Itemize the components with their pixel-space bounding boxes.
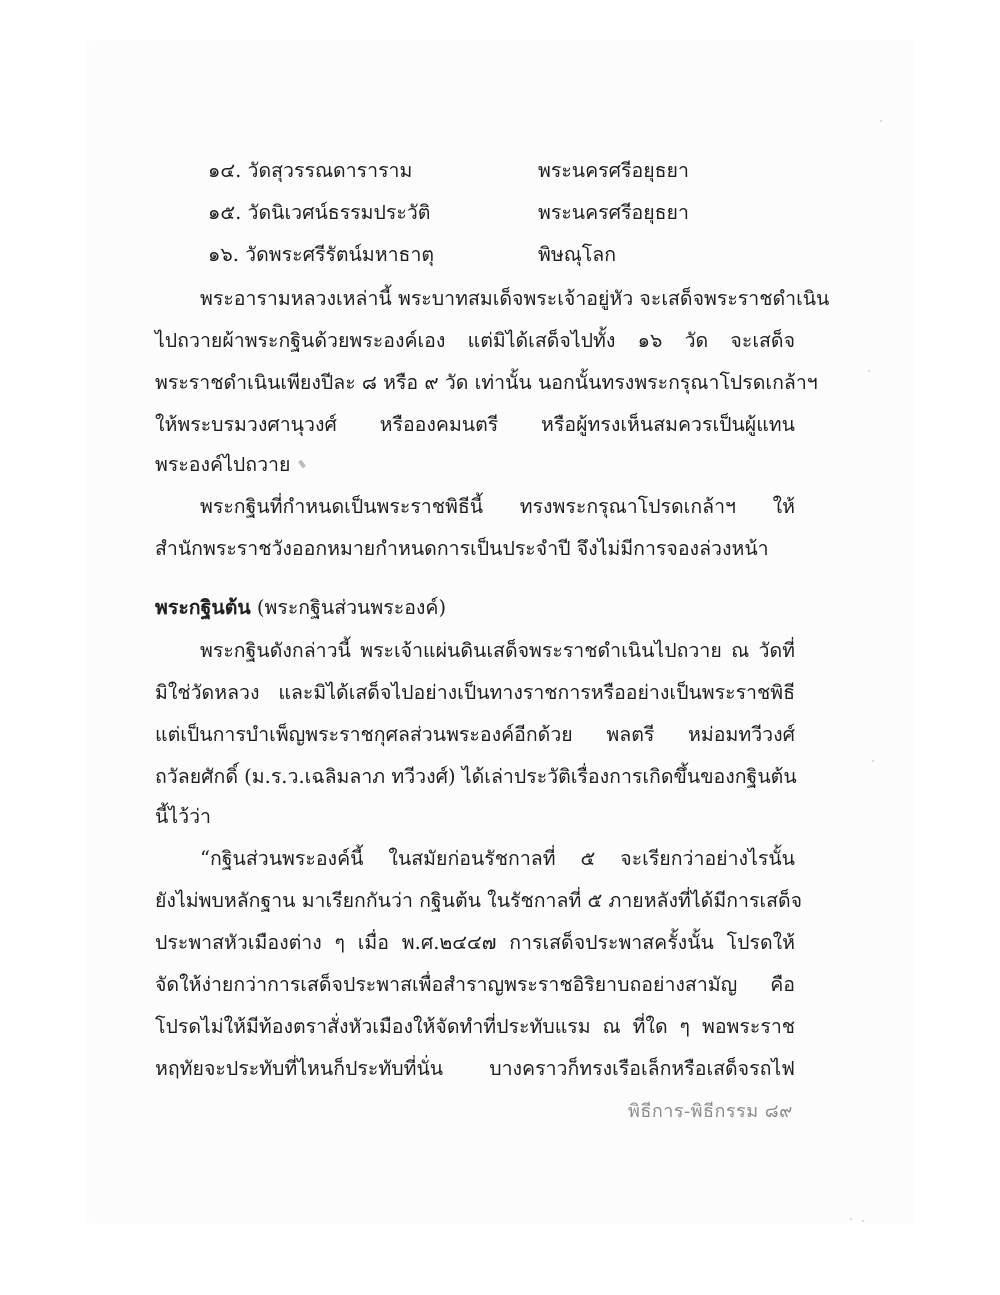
scan-dust: [868, 370, 870, 372]
list-province-15: พระนครศรีอยุธยา: [538, 201, 689, 224]
paragraph-2-line-1: พระกฐินที่กำหนดเป็นพระราชพิธีนี้ ทรงพระกรุณาโปรดเกล้าฯ ให้: [200, 495, 795, 518]
scan-dust: [850, 1218, 852, 1220]
paragraph-4-line-1: “กฐินส่วนพระองค์นี้ ในสมัยก่อนรัชกาลที่ ๕ จะเรียกว่าอย่างไรนั้น: [200, 847, 795, 870]
scan-dust: [872, 760, 874, 762]
paragraph-3-line-5: นี้ไว้ว่า: [155, 805, 211, 828]
scan-dust: [880, 120, 882, 122]
paragraph-4-line-6: หฤทัยจะประทับที่ไหนก็ประทับที่นั่น บางคราวก็ทรงเรือเล็กหรือเสด็จรถไฟ: [155, 1057, 795, 1080]
section-heading: [155, 593, 446, 623]
paragraph-2-line-2: สำนักพระราชวังออกหมายกำหนดการเป็นประจำปี จึงไม่มีการจองล่วงหน้า: [155, 537, 769, 560]
page-footer: พิธีการ-พิธีกรรม ๘๙: [628, 1101, 793, 1122]
paragraph-1-line-1: พระอารามหลวงเหล่านี้ พระบาทสมเด็จพระเจ้าอยู่หัว จะเสด็จพระราชดำเนิน: [200, 287, 830, 310]
list-item-14: ๑๔. วัดสุวรรณดาราราม: [208, 159, 413, 182]
paragraph-3-line-1: พระกฐินดังกล่าวนี้ พระเจ้าแผ่นดินเสด็จพระราชดำเนินไปถวาย ณ วัดที่: [200, 639, 795, 662]
paragraph-3-line-4: ถวัลยศักดิ์ (ม.ร.ว.เฉลิมลาภ ทวีวงศ์) ได้เล่าประวัติเรื่องการเกิดขึ้นของกฐินต้น: [155, 765, 797, 788]
paragraph-1-line-5: พระองค์ไปถวาย: [155, 453, 291, 476]
list-item-16: ๑๖. วัดพระศรีรัตน์มหาธาตุ: [208, 243, 435, 266]
paragraph-3-line-2: มิใช่วัดหลวง และมิได้เสด็จไปอย่างเป็นทางราชการหรืออย่างเป็นพระราชพิธี: [155, 681, 795, 704]
paragraph-1-line-3: พระราชดำเนินเพียงปีละ ๘ หรือ ๙ วัด เท่านั้น นอกนั้นทรงพระกรุณาโปรดเกล้าฯ: [155, 371, 818, 394]
paragraph-4-line-5: โปรดไม่ให้มีท้องตราสั่งหัวเมืองให้จัดทำที่ประทับแรม ณ ที่ใด ๆ พอพระราช: [155, 1015, 795, 1038]
scan-dust: [862, 1220, 864, 1222]
paragraph-3-line-3: แต่เป็นการบำเพ็ญพระราชกุศลส่วนพระองค์อีกด้วย พลตรี หม่อมทวีวงศ์: [155, 723, 795, 746]
paragraph-4-line-2: ยังไม่พบหลักฐาน มาเรียกกันว่า กฐินต้น ในรัชกาลที่ ๕ ภายหลังที่ได้มีการเสด็จ: [155, 889, 803, 912]
paragraph-1-line-4: ให้พระบรมวงศานุวงศ์ หรือองคมนตรี หรือผู้ทรงเห็นสมควรเป็นผู้แทน: [155, 413, 795, 436]
list-province-16: พิษณุโลก: [538, 243, 617, 266]
paragraph-4-line-4: จัดให้ง่ายกว่าการเสด็จประพาสเพื่อสำราญพระราชอิริยาบถอย่างสามัญ คือ: [155, 973, 795, 996]
section-heading-rest: (พระกฐินส่วนพระองค์): [250, 596, 447, 619]
list-item-15: ๑๕. วัดนิเวศน์ธรรมประวัติ: [208, 201, 431, 224]
list-province-14: พระนครศรีอยุธยา: [538, 159, 689, 182]
paragraph-4-line-3: ประพาสหัวเมืองต่าง ๆ เมื่อ พ.ศ.๒๔๔๗ การเสด็จประพาสครั้งนั้น โปรดให้: [155, 931, 795, 954]
section-heading-bold: พระกฐินต้น: [155, 596, 251, 619]
paragraph-1-line-2: ไปถวายผ้าพระกฐินด้วยพระองค์เอง แต่มิได้เสด็จไปทั้ง ๑๖ วัด จะเสด็จ: [155, 329, 795, 352]
